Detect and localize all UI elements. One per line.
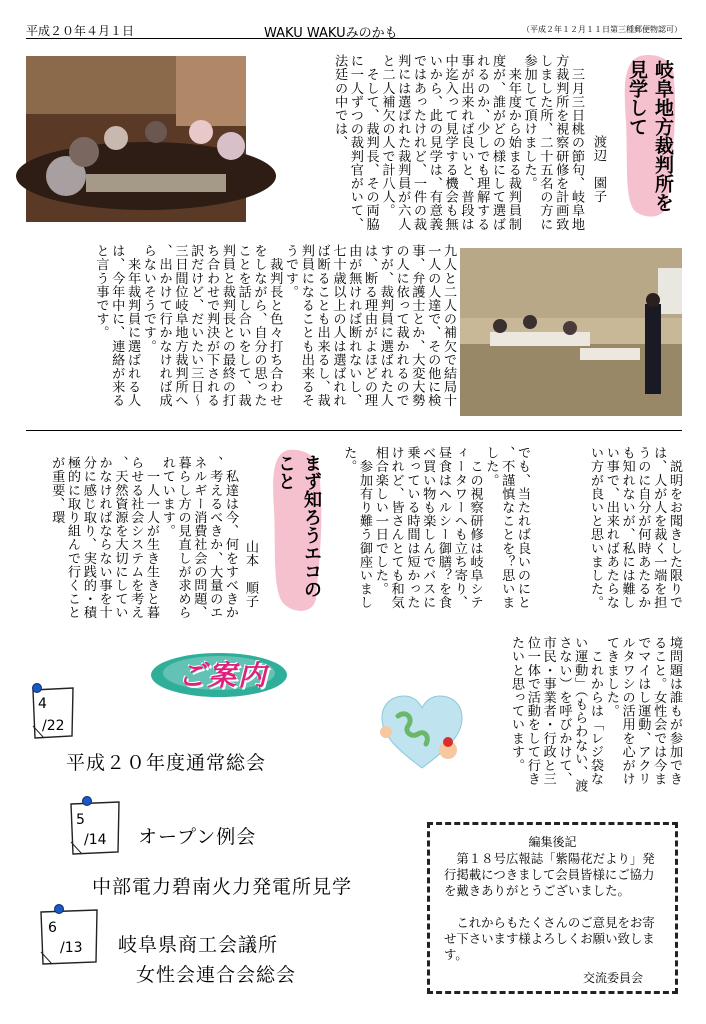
guide-title: ご案内 bbox=[177, 659, 268, 692]
section-divider bbox=[26, 430, 682, 431]
guide-title-block bbox=[150, 648, 288, 698]
event-1-day: /22 bbox=[42, 718, 65, 734]
newsletter-title: WAKU WAKUみのかも bbox=[264, 26, 398, 41]
article1-author: 渡辺 園子 bbox=[591, 135, 606, 203]
event-3-title: 岐阜県商工会議所 bbox=[118, 934, 279, 956]
article1-body-low: 説明をお聞きした限りでは、人が人を裁く一端を担うのに自分が何時あたるかも知れないが、私には難しい事で、出来ればあたらない方が良いと思いました。 bbox=[588, 446, 682, 610]
article2-body-b: 境問題は誰もが参加できること。女性会では今までマイはし運動、アクリルタワシの活用を心がけてきました。 これからは「レジ袋ない運動」（もらわない、渡さない）を呼びかけて、市民・事業者・行政と三位一体で活動をして行きたいと思っています。 bbox=[509, 636, 682, 793]
heart-globe-illustration bbox=[378, 692, 466, 772]
editor-note-box bbox=[427, 822, 678, 994]
event-1-title: 平成２０年度通常総会 bbox=[66, 752, 267, 774]
pushpin-icon bbox=[54, 904, 64, 914]
editor-note-para2: これからもたくさんのご意見をお寄せ下さいます様よろしくお願い致します。 bbox=[444, 915, 655, 962]
editor-note-para1: 第１８号広報誌「紫陽花だより」発行掲載につきまして会員皆様にご協力を戴きありがとうございました。 bbox=[444, 851, 655, 898]
event-2-title: オープン例会 bbox=[138, 826, 257, 848]
event-3-month: 6 bbox=[48, 920, 57, 936]
article2-title: まず知ろうエコのこと bbox=[275, 454, 322, 598]
postal-note: （平成２年１２月１１日第三種郵便物認可） bbox=[522, 25, 682, 34]
event-2-subtitle: 中部電力碧南火力発電所見学 bbox=[92, 876, 353, 898]
article1-body-low-rest: でも、当たれば良いのにと、不謹慎なことを？思いました。 この視察研修は岐阜シティータワーへも立ち寄り、昼食はヘルシー御膳？を食べ買い物も楽しんでバスに乗っている時間は短かったけれど、皆さんとても和気相合楽しい一日でした。 参加有り難う御座いました。 bbox=[341, 446, 530, 610]
editor-note-heading: 編集後記 bbox=[528, 835, 577, 849]
article2-author: 山本 順子 bbox=[243, 540, 258, 608]
page-header bbox=[26, 22, 682, 39]
article2-body-a: 私達は今、何をすべきか、考えるべきか、大量のエネルギー消費社会の問題、暮らし方の見直しが求められています。 一人一人が生き生きと暮らせる社会システムを考え、天然資源を大切にしていかなければならない事を十分に感じ取り、実践的・積極的に取り組んで行くことが重要、環 bbox=[49, 456, 238, 620]
event-2-day: /14 bbox=[84, 832, 107, 848]
article1-title-block bbox=[618, 52, 680, 220]
editor-note-signature: 交流委員会 bbox=[582, 971, 643, 985]
pushpin-icon bbox=[32, 683, 42, 693]
article2-title-block bbox=[268, 448, 326, 614]
event-3-day: /13 bbox=[60, 940, 83, 956]
event-3-subtitle: 女性会連合会総会 bbox=[136, 964, 297, 986]
event-note-3 bbox=[38, 908, 100, 966]
event-2-month: 5 bbox=[76, 812, 85, 828]
courtroom-lecture-photo bbox=[460, 248, 682, 416]
event-note-1 bbox=[30, 686, 76, 740]
event-note-2 bbox=[68, 800, 122, 856]
pushpin-icon bbox=[82, 796, 92, 806]
article1-body-mid: 九人と二人の補欠で結局十一人の人達で、その他に検事、弁護士とか、大変大勢の人に依って裁かれるのですが、裁判員に選ばれた人は、断る理由がよほどの理由が無ければ断れないし、七十歳以上の人は選ばれれば断ることも出来るし、裁判員になることも出来るそうです。 裁判長と色々打ち合わせをしながら、自分の思ったことを話し合いをして、裁判員と裁判長との最終の打ち合わせで判決が下される訳だけど、だいたい三日～三日間位岐阜地方裁判所へ、出かけて行かなければ成らないそうです。 来年裁判員に選ばれる人は、今年中に、連絡が来ると言う事です。 bbox=[93, 244, 456, 408]
issue-date: 平成２０年４月１日 bbox=[26, 24, 135, 38]
court-visit-lunch-photo bbox=[26, 56, 246, 222]
article1-body-top: 三月三日桃の節句、岐阜地方裁判所を視察研修を計画致しました所、二十五名の方に参加して頂けました。 来年度から始まる裁判員制度が、誰がどの様にして選ばれるのか、少しでも理解する事が出来れば良いと、普段は中迄入って見学する機会も無いから、此の見学は、有意義ではあったけれど、一件の裁判には選ばれた裁判員が六人と二人補欠の人で計八人。 そして、裁判長、その両脇に一人ずつの裁判官がいて、法廷の中では、 bbox=[332, 54, 584, 231]
article1-title: 岐阜地方裁判所を見学して bbox=[626, 60, 674, 212]
event-1-month: 4 bbox=[38, 696, 47, 712]
